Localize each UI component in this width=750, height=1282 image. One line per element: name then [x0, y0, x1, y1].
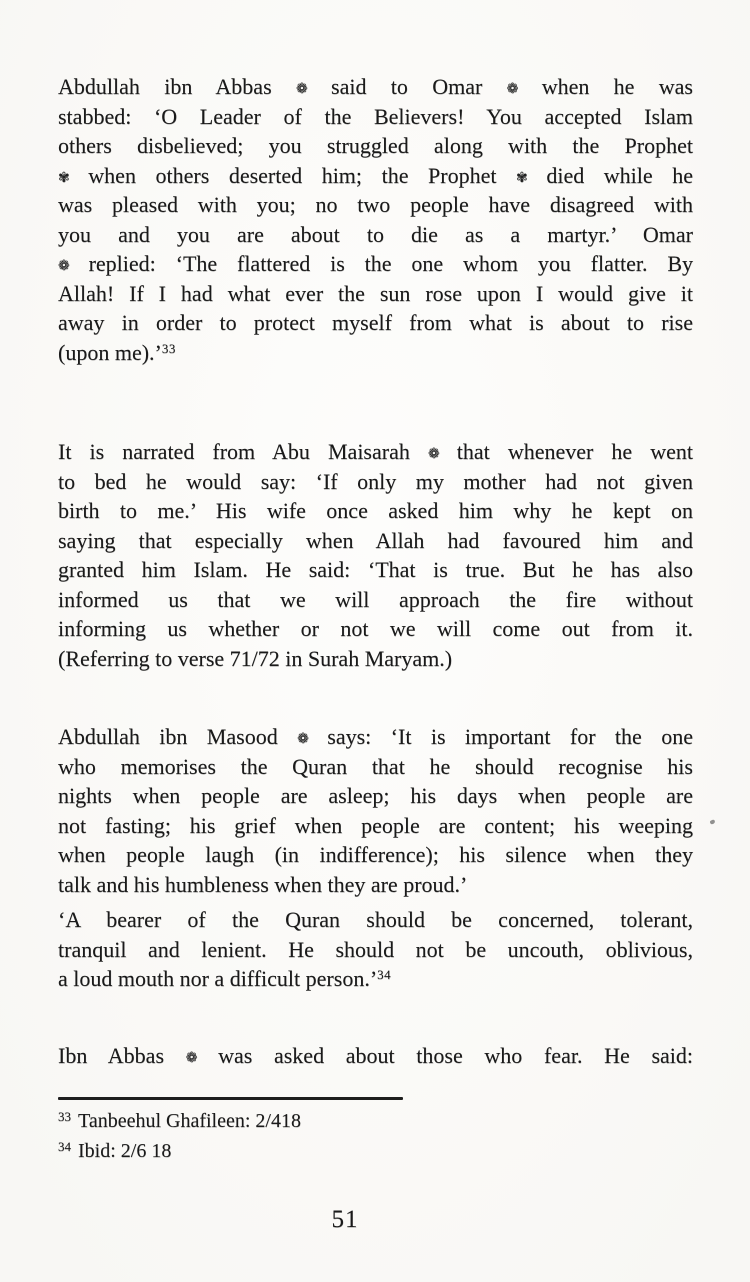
text-line	[58, 964, 693, 994]
body-paragraphs	[58, 72, 693, 1070]
text-run: when people laugh (in indifference); his silence when they	[58, 842, 693, 867]
text-line	[58, 585, 693, 615]
text-line	[58, 614, 693, 644]
text-run: stabbed: ‘O Leader of the Believers! You accepted Islam	[58, 103, 693, 129]
footnote-reference: 34	[377, 967, 392, 982]
text-line	[58, 338, 693, 368]
text-run: Abdullah ibn Abbas	[58, 74, 296, 99]
text-line	[58, 781, 693, 811]
paragraph	[58, 72, 693, 367]
text-line	[58, 220, 693, 250]
text-run: talk and his humbleness when they are proud.’	[58, 871, 468, 897]
text-run: when others deserted him; the Prophet	[68, 162, 517, 188]
text-run: birth to me.’ His wife once asked him why he kept on	[58, 498, 693, 523]
text-line	[58, 496, 693, 526]
radiallahu-anhu-icon: ❁	[297, 731, 308, 747]
text-line	[58, 555, 693, 585]
prophet-salawat-icon: ✾	[516, 169, 527, 186]
text-run: to bed he would say: ‘If only my mother had not given	[58, 468, 693, 494]
text-line	[58, 644, 693, 674]
text-run: ‘A bearer of the Quran should be concerned, tolerant,	[58, 907, 693, 932]
text-line	[58, 190, 693, 220]
footnote-number: 33	[58, 1109, 71, 1124]
radiallahu-anhu-icon: ❁	[427, 446, 439, 462]
paragraph	[58, 905, 693, 994]
text-run: said to Omar	[306, 74, 507, 99]
text-run: was pleased with you; no two people have disagreed with	[58, 192, 693, 217]
text-run: was asked about those who fear. He said:	[196, 1042, 694, 1068]
text-run: Ibn Abbas	[58, 1042, 186, 1068]
text-line	[58, 870, 693, 900]
footnote-33	[58, 1107, 693, 1136]
radiallahu-anhu-icon: ❁	[185, 1049, 197, 1066]
text-line	[58, 752, 693, 782]
text-line	[58, 72, 693, 102]
radiallahu-anhu-icon: ❁	[295, 81, 307, 97]
text-run: away in order to protect myself from what is about to rise	[58, 310, 693, 335]
text-run: says: ‘It is important for the one	[307, 724, 693, 749]
text-run: Allah! If I had what ever the sun rose upon I would give it	[58, 280, 693, 306]
footnote-number: 34	[58, 1139, 71, 1154]
paragraph	[58, 1041, 693, 1071]
text-line	[58, 467, 693, 497]
radiallahu-anhu-icon: ❁	[506, 81, 518, 97]
text-run: who memorises the Quran that he should recognise his	[58, 753, 693, 779]
text-run: when he was	[517, 74, 693, 99]
footnote-text: Ibid: 2/6 18	[78, 1140, 172, 1162]
prophet-salawat-icon: ✾	[58, 169, 69, 186]
text-run: tranquil and lenient. He should not be uncouth, oblivious,	[58, 936, 693, 962]
text-run: nights when people are asleep; his days when people are	[58, 783, 693, 808]
text-line	[58, 935, 693, 965]
text-line	[58, 811, 693, 841]
text-line	[58, 308, 693, 338]
radiallahu-anhu-icon: ❁	[58, 258, 69, 274]
text-line	[58, 905, 693, 935]
text-line	[58, 722, 693, 752]
text-run: informing us whether or not we will come out from it.	[58, 616, 693, 641]
text-run: died while he	[526, 162, 693, 188]
footnote-separator-rule	[58, 1097, 403, 1100]
text-run: Abdullah ibn Masood	[58, 724, 298, 749]
text-run: (upon me).’	[58, 339, 162, 365]
text-run: not fasting; his grief when people are content; his weeping	[58, 812, 693, 838]
text-run: others disbelieved; you struggled along with the Prophet	[58, 133, 693, 158]
paragraph	[58, 437, 693, 673]
text-line	[58, 1041, 693, 1071]
text-line	[58, 840, 693, 870]
text-line	[58, 249, 693, 279]
text-run: replied: ‘The flattered is the one whom you flatter. By	[68, 251, 693, 276]
footnote-reference: 33	[161, 340, 176, 356]
text-run: (Referring to verse 71/72 in Surah Maryam.)	[58, 645, 453, 671]
text-run: granted him Islam. He said: ‘That is true. But he has also	[58, 557, 693, 582]
footnote-text: Tanbeehul Ghafileen: 2/418	[78, 1110, 301, 1132]
text-line	[58, 161, 693, 191]
text-line	[58, 131, 693, 161]
text-run: that whenever he went	[438, 439, 694, 464]
text-line	[58, 102, 693, 132]
text-line	[58, 437, 693, 467]
text-line	[58, 526, 693, 556]
page-number: 51	[331, 1206, 359, 1233]
footnote-34	[58, 1137, 693, 1166]
text-line	[58, 279, 693, 309]
text-run: a loud mouth nor a difficult person.’	[58, 966, 378, 991]
paragraph	[58, 722, 693, 899]
text-run: saying that especially when Allah had favoured him and	[58, 527, 693, 553]
text-run: informed us that we will approach the fire without	[58, 586, 693, 612]
text-run: you and you are about to die as a martyr.’ Omar	[58, 221, 693, 247]
text-run: It is narrated from Abu Maisarah	[58, 439, 428, 464]
